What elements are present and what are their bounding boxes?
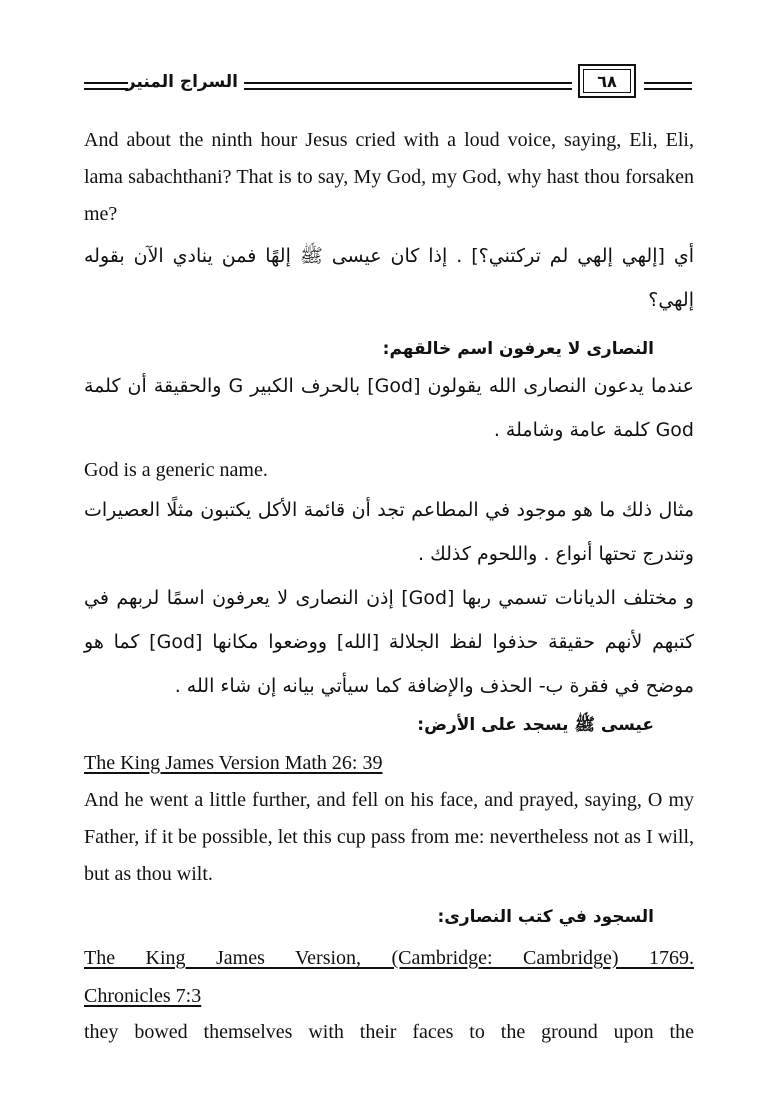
book-title: السراج المنير xyxy=(125,72,238,92)
paragraph-ninth-hour: And about the ninth hour Jesus cried with a loud voice, saying, Eli, Eli, lama sabachthani? That is to say, My God, my God, why hast thou forsaken me? xyxy=(84,129,694,225)
paragraph-generic-name: God is a generic name. xyxy=(84,459,268,481)
page-number: ٦٨ xyxy=(597,72,617,91)
reference-matthew xyxy=(84,745,694,782)
heading-prostration-christian-books: السجود في كتب النصارى: xyxy=(437,907,654,927)
heading-christians-creator-name: النصارى لا يعرفون اسم خالقهم: xyxy=(382,339,654,359)
reference-chronicles xyxy=(84,978,694,1015)
page-header xyxy=(84,64,692,104)
paragraph-bowed-themselves: they bowed themselves with their faces to the ground upon the xyxy=(84,1021,694,1043)
header-rule-left xyxy=(84,82,128,90)
paragraph-arabic-restaurant-example: مثال ذلك ما هو موجود في المطاعم تجد أن قائمة الأكل يكتبون مثلًا العصيرات وتندرج تحتها أنواع . واللحوم كذلك . xyxy=(84,499,694,565)
reference-matthew-text: The King James Version Math 26: 39 xyxy=(84,752,383,774)
reference-chronicles-text: Chronicles 7:3 xyxy=(84,985,202,1007)
header-rule-middle xyxy=(244,82,572,90)
header-rule-right xyxy=(644,82,692,90)
heading-jesus-prostrates: عيسى ﷺ يسجد على الأرض: xyxy=(417,715,654,735)
reference-kjv-cambridge: The King James Version, (Cambridge: Cambridge) 1769. xyxy=(84,947,694,969)
paragraph-arabic-religions-god: و مختلف الديانات تسمي ربها [God] إذن النصارى لا يعرفون اسمًا لربهم في كتبهم لأنهم حقيقة حذفوا لفظ الجلالة [الله] ووضعوا مكانها [God] كما هو موضح في فقرة ب- الحذف والإضافة كما سيأتي بيانه إن شاء الله . xyxy=(84,587,694,697)
paragraph-arabic-god-capital: عندما يدعون النصارى الله يقولون [God] بالحرف الكبير G والحقيقة أن كلمة God كلمة عامة وشاملة . xyxy=(84,375,695,441)
page-number-box xyxy=(578,64,636,98)
paragraph-arabic-eli-translation: أي [إلهي إلهي لم تركتني؟] . إذا كان عيسى ﷺ إلهًا فمن ينادي الآن بقوله إلهي؟ xyxy=(84,245,694,311)
paragraph-went-further: And he went a little further, and fell on his face, and prayed, saying, O my Father, if it be possible, let this cup pass from me: nevertheless not as I will, but as thou wilt. xyxy=(84,789,694,885)
